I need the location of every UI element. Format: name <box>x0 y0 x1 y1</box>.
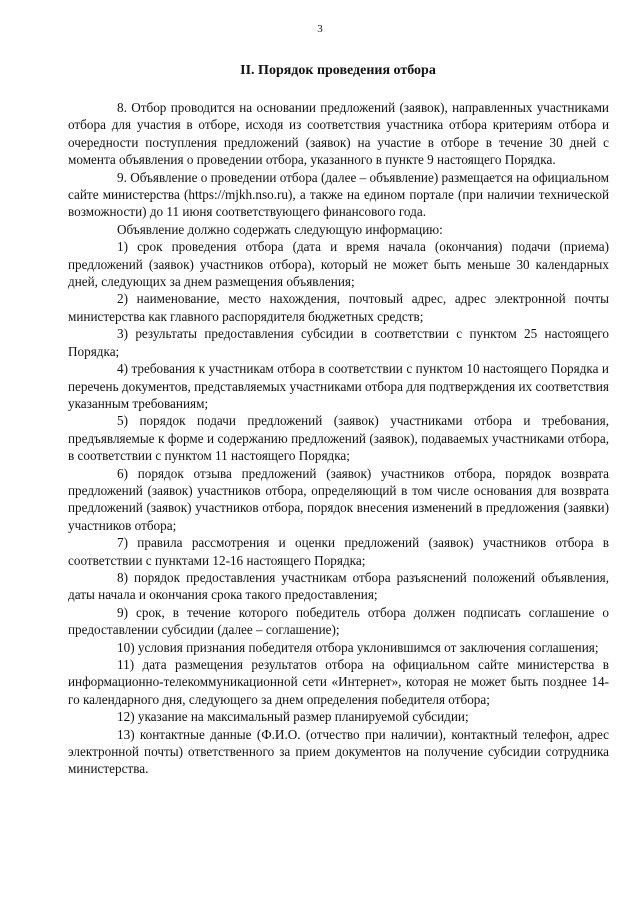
paragraph-item-9: 9. Объявление о проведении отбора (далее – объявление) размещается на официальном сайте министерства (https://mjkh.nso.ru), а также на едином портале (при наличии технической возможности) до 11 июня соответствующего финансового года. <box>68 169 609 220</box>
list-item-2: 2) наименование, место нахождения, почтовый адрес, адрес электронной почты министерства как главного распорядителя бюджетных средств; <box>68 291 609 324</box>
list-item-7: 7) правила рассмотрения и оценки предложений (заявок) участников отбора в соответствии с пунктами 12-16 настоящего Порядка; <box>68 535 609 568</box>
list-item-3: 3) результаты предоставления субсидии в соответствии с пунктом 25 настоящего Порядка; <box>68 326 609 359</box>
list-item-4: 4) требования к участникам отбора в соответствии с пунктом 10 настоящего Порядка и перечень документов, представляемых участниками отбора для подтверждения их соответствия указанным требованиям; <box>68 361 609 411</box>
list-item-10: 10) условия признания победителя отбора уклонившимся от заключения соглашения; <box>117 639 599 655</box>
list-item-6: 6) порядок отзыва предложений (заявок) участников отбора, порядок возврата предложений (заявок) участников отбора, определяющий в том числе основания для возврата предложений (заявок) участников отбора, порядок внесения изменений в предложения (заявки) участников отбора; <box>68 465 609 533</box>
list-item-12: 12) указание на максимальный размер планируемой субсидии; <box>117 709 469 725</box>
list-item-11: 11) дата размещения результатов отбора на официальном сайте министерства в информационно-телекоммуникационной сети «Интернет», которая не может быть позднее 14-го календарного дня, следующего за днем определения победителя отбора; <box>68 657 609 707</box>
list-item-13: 13) контактные данные (Ф.И.О. (отчество при наличии), контактный телефон, адрес электронной почты) ответственного за прием документов на получение субсидии сотрудника министерства. <box>68 726 609 777</box>
list-item-9: 9) срок, в течение которого победитель отбора должен подписать соглашение о предоставлении субсидии (далее – соглашение); <box>68 604 609 638</box>
list-item-8: 8) порядок предоставления участникам отбора разъяснений положений объявления, даты начала и окончания срока такого предоставления; <box>68 569 609 603</box>
list-item-1: 1) срок проведения отбора (дата и время начала (окончания) подачи (приема) предложений (заявок) участников отбора), который не может быть меньше 30 календарных дней, следующих за днем размещения объявления; <box>68 239 609 290</box>
list-item-5: 5) порядок подачи предложений (заявок) участниками отбора и требования, предъявляемые к форме и содержанию предложений (заявок), подаваемых участниками отбора, в соответствии с пунктом 11 настоящего Порядка; <box>68 413 609 464</box>
section-title: II. Порядок проведения отбора <box>240 63 436 78</box>
paragraph-item-8: 8. Отбор проводится на основании предложений (заявок), направленных участниками отбора для участия в отборе, исходя из соответствия участника отбора критериям отбора и очередности поступления предложений (заявок) на участие в отборе в течение 30 дней с момента объявления о проведении отбора, указанного в пункте 9 настоящего Порядка. <box>68 100 609 168</box>
paragraph-announcement-intro: Объявление должно содержать следующую информацию: <box>117 221 443 237</box>
page-number: 3 <box>317 23 323 35</box>
document-body <box>68 99 609 778</box>
